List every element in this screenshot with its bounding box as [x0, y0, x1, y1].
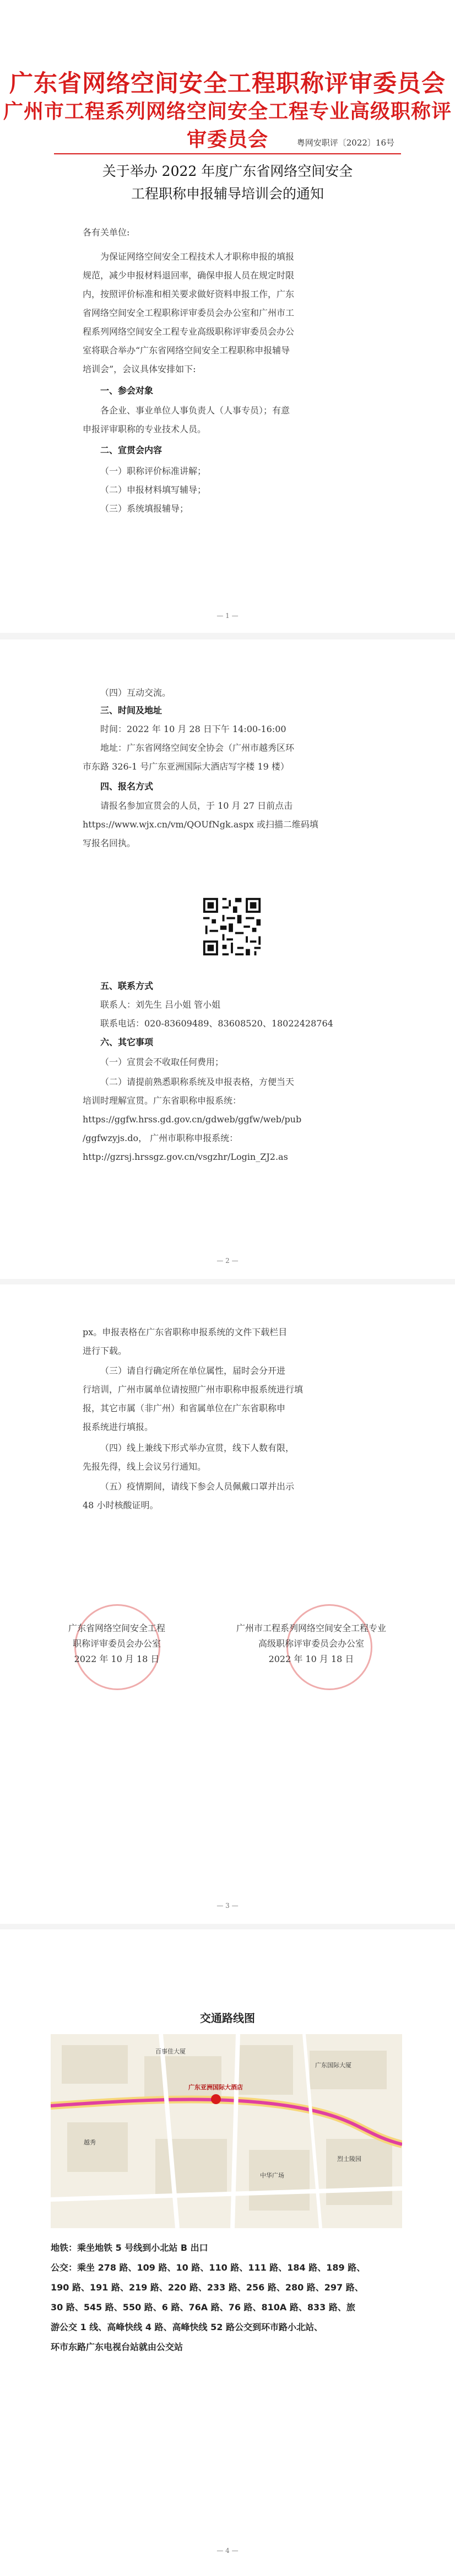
bus-line: 游公交 1 线、高峰快线 4 路、高峰快线 52 路公交到环市路小北站、: [51, 2322, 323, 2332]
section-1-line: 申报评审职称的专业技术人员。: [83, 424, 207, 434]
other-item-3: [83, 1362, 380, 1437]
bus-directions: [51, 2258, 409, 2357]
signature-left: [51, 1621, 183, 1667]
map-label: 烈士陵园: [337, 2155, 361, 2163]
other-item-4: [83, 1439, 380, 1476]
text-line: 报系统进行填报。: [83, 1422, 154, 1432]
map-title: 交通路线图: [200, 2012, 255, 2025]
other-item-1: （一）宣贯会不收取任何费用；: [100, 1057, 224, 1067]
signature-line: 广州市工程系列网络空间安全工程专业: [236, 1623, 386, 1633]
signup-text: [83, 797, 380, 853]
meeting-time: 时间：2022 年 10 月 28 日下午 14:00-16:00: [100, 724, 286, 734]
signup-line: 写报名回执。: [83, 838, 136, 848]
text-line: 先报先得，线上会议另行通知。: [83, 1461, 207, 1472]
issuer-line-1: 广东省网络空间安全工程职称评审委员会: [9, 70, 446, 98]
address-line: 市东路 326-1 号广东亚洲国际大酒店写字楼 19 楼）: [83, 761, 289, 772]
map-label: 越秀: [84, 2139, 96, 2146]
other-line: 培训时理解宣贯。广东省职称申报系统：: [83, 1095, 242, 1106]
signup-link[interactable]: https://www.wjx.cn/vm/QOUfNgk.aspx 或扫描二维码填: [83, 819, 318, 830]
section-6-title: 六、其它事项: [100, 1037, 154, 1047]
contact-persons: 联系人：刘先生 吕小姐 管小姐: [100, 999, 221, 1010]
other-line: （二）请提前熟悉职称系统及申报表格，方便当天: [100, 1077, 295, 1087]
issuer-line-2: 广州市工程系列网络空间安全工程专业高级职称评审委员会: [3, 100, 452, 151]
bus-line: 30 路、545 路、550 路、6 路、76A 路、76 路、810A 路、833 路、旅: [51, 2302, 355, 2313]
signature-line: 高级职称评审委员会办公室: [258, 1638, 364, 1649]
page-number: — 4 —: [216, 2547, 239, 2555]
signature-line: 职称评审委员会办公室: [72, 1638, 161, 1649]
section-1-line: 各企业、事业单位人事负责人（人事专员）；有意: [100, 405, 290, 416]
page-4: [0, 1929, 455, 2576]
map-label: 广东国际大厦: [315, 2062, 351, 2069]
gz-system-link[interactable]: http://gzrsj.hrssgz.gov.cn/vsgzhr/Login_ZJ2.as: [83, 1152, 288, 1162]
destination-marker: [211, 2094, 221, 2104]
route-map: [51, 2034, 402, 2228]
section-4-title: 四、报名方式: [100, 781, 154, 792]
other-item-5: [83, 1477, 380, 1515]
intro-line: 程系列网络空间安全工程专业高级职称评审委员会办公: [83, 326, 295, 337]
intro-line: 规范，减少申报材料退回率，确保申报人员在规定时限: [83, 270, 295, 281]
notice-title-line-1: 关于举办 2022 年度广东省网络空间安全: [102, 163, 353, 179]
address-line: 地址：广东省网络空间安全协会（广州市越秀区环: [100, 743, 295, 753]
text-line: px。申报表格在广东省职称申报系统的文件下载栏目: [83, 1327, 288, 1337]
page-number: — 1 —: [216, 612, 239, 620]
salutation: 各有关单位:: [83, 227, 130, 238]
page-number: — 3 —: [216, 1902, 239, 1910]
map-label: 百事佳大厦: [155, 2048, 186, 2055]
map-label-destination: 广东亚洲国际大酒店: [188, 2084, 243, 2091]
intro-line: 室将联合举办“广东省网络空间安全工程职称申报辅导: [83, 345, 290, 356]
intro-line: 内，按照评价标准和相关要求做好资料申报工作，广东: [83, 289, 295, 299]
text-line: 进行下载。: [83, 1346, 127, 1356]
other-item-2: [83, 1073, 380, 1166]
section-5-title: 五、联系方式: [100, 981, 154, 991]
signature-date: 2022 年 10 月 18 日: [74, 1654, 160, 1664]
list-item: （二）申报材料填写辅导；: [100, 485, 207, 495]
bus-line: 环市东路广东电视台站就由公交站: [51, 2342, 183, 2352]
text-line: （五）疫情期间，请线下参会人员佩戴口罩并出示: [100, 1481, 295, 1492]
text-line: （四）线上兼线下形式举办宣贯，线下人数有限，: [100, 1443, 295, 1453]
page-number: — 2 —: [216, 1257, 239, 1265]
page-1: [0, 0, 455, 633]
section-2-title: 二、宣贯会内容: [100, 445, 162, 455]
text-line: 行培训，广州市属单位请按照广州市职称申报系统进行填: [83, 1384, 304, 1395]
section-1-text: [83, 401, 380, 439]
contact-phones: 联系电话：020-83609489、83608520、18022428764: [100, 1018, 333, 1029]
intro-paragraph: [83, 248, 380, 379]
signature-line: 广东省网络空间安全工程: [68, 1623, 165, 1633]
section-3-title: 三、时间及地址: [100, 705, 162, 716]
notice-title-line-2: 工程职称申报辅导培训会的通知: [131, 186, 324, 202]
page-2: [0, 639, 455, 1279]
signature-right: [220, 1621, 402, 1667]
signup-line: 请报名参加宣贯会的人员，于 10 月 27 日前点击: [100, 800, 293, 811]
section-2-list: [100, 462, 398, 518]
section-1-title: 一、参会对象: [100, 385, 154, 396]
document-number: 粤网安职评〔2022〕16号: [296, 138, 394, 148]
list-item: （一）职称评价标准讲解；: [100, 466, 207, 476]
bus-line: 190 路、191 路、219 路、220 路、233 路、256 路、280 路、297 路、: [51, 2282, 364, 2293]
text-line: （三）请自行确定所在单位属性，届时会分开进: [100, 1365, 286, 1376]
subway-directions: 地铁：乘坐地铁 5 号线到小北站 B 出口: [51, 2242, 208, 2253]
text-line: 48 小时核酸证明。: [83, 1500, 159, 1510]
meeting-address: [83, 739, 380, 776]
page-3: [0, 1284, 455, 1924]
list-item: （三）系统填报辅导；: [100, 503, 189, 514]
qr-code: [201, 896, 263, 958]
intro-line: 培训会”，会议具体安排如下:: [83, 364, 196, 374]
intro-line: 为保证网络空间安全工程技术人才职称申报的填报: [100, 251, 295, 262]
red-divider: [54, 153, 401, 154]
signature-date: 2022 年 10 月 18 日: [268, 1654, 354, 1664]
continued-text: [83, 1323, 380, 1360]
text-line: 报，其它市属（非广州）和省属单位在广东省职称申: [83, 1403, 286, 1413]
bus-line: 公交：乘坐 278 路、109 路、10 路、110 路、111 路、184 路、189 路、: [51, 2262, 366, 2273]
other-line: /ggfwzyjs.do， 广州市职称申报系统：: [83, 1133, 239, 1143]
map-label: 中华广场: [260, 2172, 284, 2179]
item-4: （四）互动交流。: [100, 687, 171, 698]
intro-line: 省网络空间安全工程职称评审委员会办公室和广州市工: [83, 308, 295, 318]
gd-system-link[interactable]: https://ggfw.hrss.gd.gov.cn/gdweb/ggfw/web/pub: [83, 1114, 302, 1125]
